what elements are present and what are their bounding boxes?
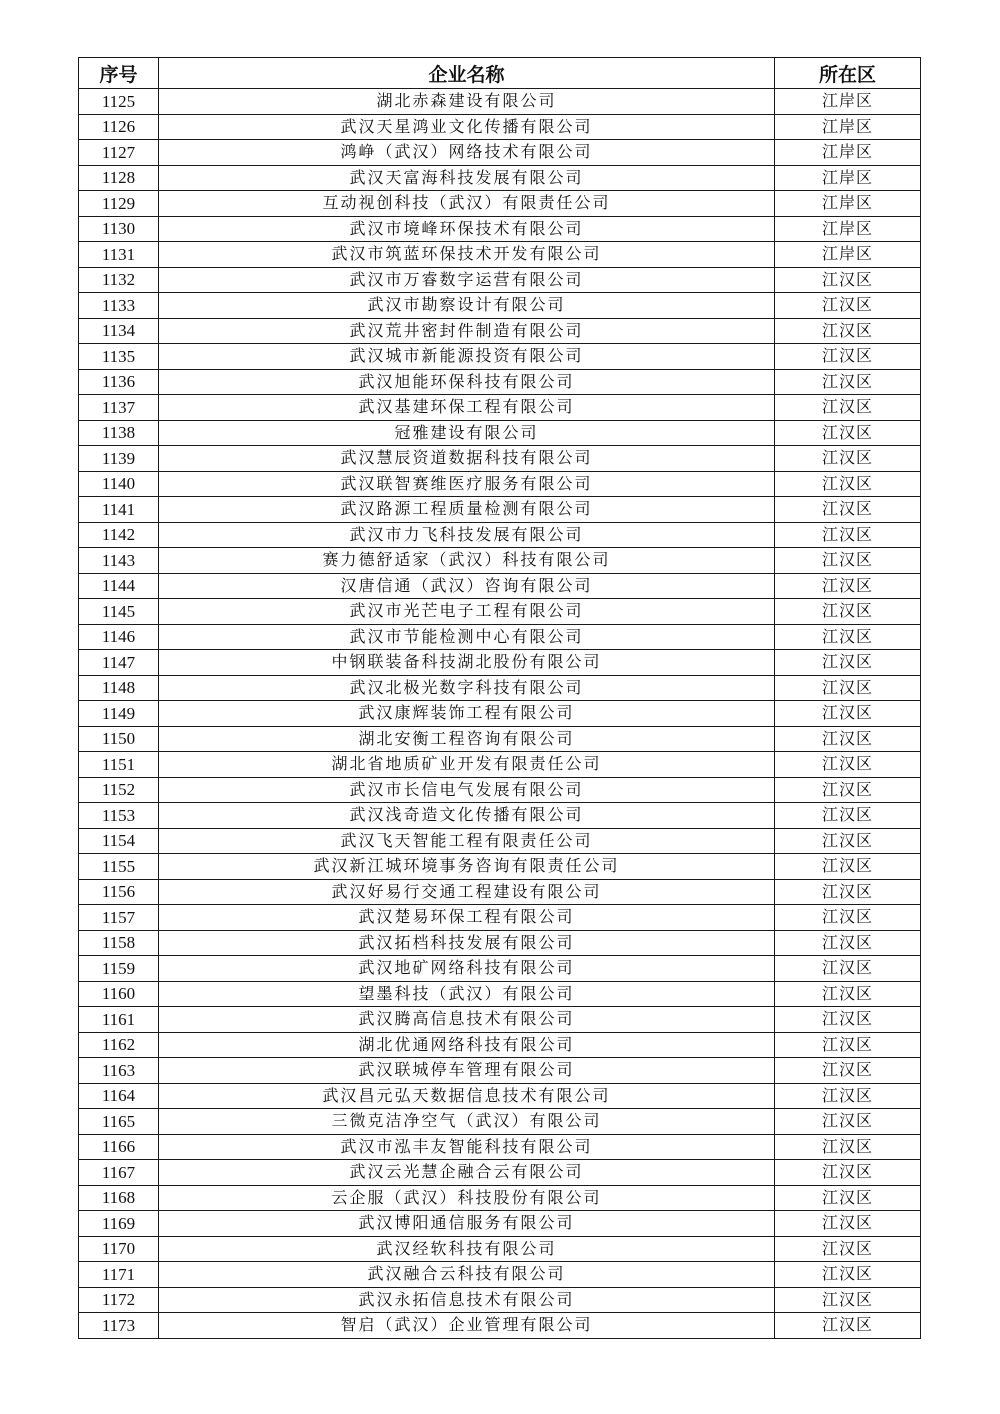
- serial-number-cell: 1149: [79, 701, 159, 727]
- company-name-cell: 智启（武汉）企业管理有限公司: [159, 1313, 775, 1339]
- company-name-cell: 鸿峥（武汉）网络技术有限公司: [159, 140, 775, 166]
- table-row: [79, 1185, 921, 1211]
- company-name-cell: 武汉融合云科技有限公司: [159, 1262, 775, 1288]
- serial-number-cell: 1141: [79, 497, 159, 523]
- table-row: [79, 1236, 921, 1262]
- company-name-cell: 武汉博阳通信服务有限公司: [159, 1211, 775, 1237]
- table-row: [79, 1287, 921, 1313]
- table-row: [79, 803, 921, 829]
- district-cell: 江岸区: [775, 140, 921, 166]
- company-name-cell: 汉唐信通（武汉）咨询有限公司: [159, 573, 775, 599]
- table-row: [79, 471, 921, 497]
- serial-number-cell: 1148: [79, 675, 159, 701]
- district-cell: 江汉区: [775, 726, 921, 752]
- district-cell: 江汉区: [775, 497, 921, 523]
- table-row: [79, 548, 921, 574]
- district-cell: 江汉区: [775, 599, 921, 625]
- district-cell: 江汉区: [775, 446, 921, 472]
- serial-number-cell: 1147: [79, 650, 159, 676]
- serial-number-cell: 1156: [79, 879, 159, 905]
- company-name-cell: 武汉天星鸿业文化传播有限公司: [159, 114, 775, 140]
- table-row: [79, 1211, 921, 1237]
- district-cell: 江汉区: [775, 1236, 921, 1262]
- serial-number-cell: 1150: [79, 726, 159, 752]
- table-row: [79, 777, 921, 803]
- serial-number-cell: 1158: [79, 930, 159, 956]
- company-name-cell: 武汉市长信电气发展有限公司: [159, 777, 775, 803]
- serial-number-cell: 1139: [79, 446, 159, 472]
- table-row: [79, 879, 921, 905]
- district-cell: 江汉区: [775, 956, 921, 982]
- district-cell: 江汉区: [775, 879, 921, 905]
- district-cell: 江汉区: [775, 777, 921, 803]
- serial-number-cell: 1154: [79, 828, 159, 854]
- table-row: [79, 956, 921, 982]
- table-row: [79, 1007, 921, 1033]
- district-cell: 江汉区: [775, 1083, 921, 1109]
- serial-number-cell: 1164: [79, 1083, 159, 1109]
- serial-number-cell: 1135: [79, 344, 159, 370]
- company-name-cell: 武汉地矿网络科技有限公司: [159, 956, 775, 982]
- district-cell: 江汉区: [775, 1058, 921, 1084]
- table-row: [79, 1134, 921, 1160]
- company-name-cell: 赛力德舒适家（武汉）科技有限公司: [159, 548, 775, 574]
- company-name-cell: 云企服（武汉）科技股份有限公司: [159, 1185, 775, 1211]
- district-cell: 江汉区: [775, 1211, 921, 1237]
- table-row: [79, 420, 921, 446]
- district-cell: 江汉区: [775, 650, 921, 676]
- serial-number-cell: 1142: [79, 522, 159, 548]
- serial-number-cell: 1131: [79, 242, 159, 268]
- company-name-cell: 武汉市节能检测中心有限公司: [159, 624, 775, 650]
- company-name-cell: 武汉拓档科技发展有限公司: [159, 930, 775, 956]
- serial-number-cell: 1155: [79, 854, 159, 880]
- district-cell: 江汉区: [775, 854, 921, 880]
- company-name-cell: 武汉北极光数字科技有限公司: [159, 675, 775, 701]
- district-cell: 江汉区: [775, 548, 921, 574]
- table-row: [79, 854, 921, 880]
- table-body: [79, 89, 921, 1339]
- company-name-cell: 武汉市筑蓝环保技术开发有限公司: [159, 242, 775, 268]
- company-name-cell: 武汉市勘察设计有限公司: [159, 293, 775, 319]
- serial-number-cell: 1132: [79, 267, 159, 293]
- table-row: [79, 318, 921, 344]
- table-row: [79, 599, 921, 625]
- district-cell: 江汉区: [775, 828, 921, 854]
- district-cell: 江岸区: [775, 165, 921, 191]
- company-name-cell: 武汉昌元弘天数据信息技术有限公司: [159, 1083, 775, 1109]
- district-cell: 江岸区: [775, 114, 921, 140]
- company-name-cell: 武汉旭能环保科技有限公司: [159, 369, 775, 395]
- serial-number-cell: 1170: [79, 1236, 159, 1262]
- header-row: [79, 58, 921, 89]
- table-header: [79, 58, 921, 89]
- serial-number-cell: 1171: [79, 1262, 159, 1288]
- district-cell: 江汉区: [775, 1185, 921, 1211]
- serial-number-cell: 1130: [79, 216, 159, 242]
- table-row: [79, 267, 921, 293]
- district-cell: 江岸区: [775, 242, 921, 268]
- serial-number-cell: 1137: [79, 395, 159, 421]
- table-row: [79, 752, 921, 778]
- table-row: [79, 242, 921, 268]
- table-row: [79, 216, 921, 242]
- company-name-cell: 武汉新江城环境事务咨询有限责任公司: [159, 854, 775, 880]
- district-cell: 江汉区: [775, 344, 921, 370]
- table-row: [79, 726, 921, 752]
- table-row: [79, 395, 921, 421]
- company-name-cell: 武汉路源工程质量检测有限公司: [159, 497, 775, 523]
- company-name-cell: 武汉市光芒电子工程有限公司: [159, 599, 775, 625]
- company-name-cell: 武汉市泓丰友智能科技有限公司: [159, 1134, 775, 1160]
- table-row: [79, 89, 921, 115]
- district-cell: 江汉区: [775, 1109, 921, 1135]
- header-serial-number: 序号: [79, 58, 159, 89]
- table-row: [79, 573, 921, 599]
- district-cell: 江汉区: [775, 1032, 921, 1058]
- company-name-cell: 武汉康辉装饰工程有限公司: [159, 701, 775, 727]
- company-name-cell: 武汉腾高信息技术有限公司: [159, 1007, 775, 1033]
- table-row: [79, 344, 921, 370]
- company-name-cell: 武汉城市新能源投资有限公司: [159, 344, 775, 370]
- district-cell: 江汉区: [775, 293, 921, 319]
- serial-number-cell: 1125: [79, 89, 159, 115]
- district-cell: 江汉区: [775, 701, 921, 727]
- table-row: [79, 369, 921, 395]
- table-row: [79, 1058, 921, 1084]
- serial-number-cell: 1168: [79, 1185, 159, 1211]
- serial-number-cell: 1153: [79, 803, 159, 829]
- district-cell: 江岸区: [775, 191, 921, 217]
- table-row: [79, 675, 921, 701]
- serial-number-cell: 1165: [79, 1109, 159, 1135]
- table-row: [79, 828, 921, 854]
- company-name-cell: 武汉市力飞科技发展有限公司: [159, 522, 775, 548]
- company-name-cell: 武汉飞天智能工程有限责任公司: [159, 828, 775, 854]
- serial-number-cell: 1159: [79, 956, 159, 982]
- table-row: [79, 981, 921, 1007]
- serial-number-cell: 1151: [79, 752, 159, 778]
- company-name-cell: 武汉永拓信息技术有限公司: [159, 1287, 775, 1313]
- company-name-cell: 武汉云光慧企融合云有限公司: [159, 1160, 775, 1186]
- table-row: [79, 650, 921, 676]
- serial-number-cell: 1160: [79, 981, 159, 1007]
- header-district: 所在区: [775, 58, 921, 89]
- company-name-cell: 武汉联城停车管理有限公司: [159, 1058, 775, 1084]
- company-name-cell: 湖北安衡工程咨询有限公司: [159, 726, 775, 752]
- serial-number-cell: 1126: [79, 114, 159, 140]
- district-cell: 江汉区: [775, 1262, 921, 1288]
- company-name-cell: 湖北优通网络科技有限公司: [159, 1032, 775, 1058]
- company-name-cell: 中钢联装备科技湖北股份有限公司: [159, 650, 775, 676]
- serial-number-cell: 1145: [79, 599, 159, 625]
- district-cell: 江汉区: [775, 369, 921, 395]
- serial-number-cell: 1152: [79, 777, 159, 803]
- district-cell: 江汉区: [775, 420, 921, 446]
- serial-number-cell: 1128: [79, 165, 159, 191]
- table-row: [79, 191, 921, 217]
- serial-number-cell: 1133: [79, 293, 159, 319]
- table-row: [79, 114, 921, 140]
- district-cell: 江汉区: [775, 471, 921, 497]
- company-name-cell: 冠雅建设有限公司: [159, 420, 775, 446]
- district-cell: 江汉区: [775, 1134, 921, 1160]
- serial-number-cell: 1162: [79, 1032, 159, 1058]
- district-cell: 江汉区: [775, 905, 921, 931]
- table-row: [79, 701, 921, 727]
- district-cell: 江汉区: [775, 981, 921, 1007]
- table-row: [79, 165, 921, 191]
- district-cell: 江岸区: [775, 89, 921, 115]
- table-row: [79, 905, 921, 931]
- table-row: [79, 930, 921, 956]
- serial-number-cell: 1144: [79, 573, 159, 599]
- serial-number-cell: 1167: [79, 1160, 159, 1186]
- table-row: [79, 497, 921, 523]
- company-name-cell: 望墨科技（武汉）有限公司: [159, 981, 775, 1007]
- company-name-cell: 武汉经软科技有限公司: [159, 1236, 775, 1262]
- serial-number-cell: 1172: [79, 1287, 159, 1313]
- serial-number-cell: 1138: [79, 420, 159, 446]
- company-name-cell: 武汉楚易环保工程有限公司: [159, 905, 775, 931]
- company-name-cell: 武汉市境峰环保技术有限公司: [159, 216, 775, 242]
- serial-number-cell: 1140: [79, 471, 159, 497]
- company-name-cell: 武汉慧辰资道数据科技有限公司: [159, 446, 775, 472]
- serial-number-cell: 1161: [79, 1007, 159, 1033]
- serial-number-cell: 1129: [79, 191, 159, 217]
- serial-number-cell: 1157: [79, 905, 159, 931]
- table-row: [79, 1262, 921, 1288]
- table-row: [79, 1083, 921, 1109]
- table-row: [79, 1160, 921, 1186]
- serial-number-cell: 1169: [79, 1211, 159, 1237]
- company-name-cell: 武汉浅奇造文化传播有限公司: [159, 803, 775, 829]
- district-cell: 江汉区: [775, 267, 921, 293]
- company-name-cell: 武汉好易行交通工程建设有限公司: [159, 879, 775, 905]
- serial-number-cell: 1134: [79, 318, 159, 344]
- company-name-cell: 湖北省地质矿业开发有限责任公司: [159, 752, 775, 778]
- district-cell: 江汉区: [775, 1007, 921, 1033]
- table-row: [79, 140, 921, 166]
- serial-number-cell: 1173: [79, 1313, 159, 1339]
- district-cell: 江岸区: [775, 216, 921, 242]
- table-row: [79, 446, 921, 472]
- table-row: [79, 1109, 921, 1135]
- company-name-cell: 互动视创科技（武汉）有限责任公司: [159, 191, 775, 217]
- table-row: [79, 1032, 921, 1058]
- district-cell: 江汉区: [775, 1313, 921, 1339]
- table-row: [79, 522, 921, 548]
- company-name-cell: 湖北赤森建设有限公司: [159, 89, 775, 115]
- company-name-cell: 武汉基建环保工程有限公司: [159, 395, 775, 421]
- company-name-cell: 武汉荒井密封件制造有限公司: [159, 318, 775, 344]
- district-cell: 江汉区: [775, 1287, 921, 1313]
- serial-number-cell: 1166: [79, 1134, 159, 1160]
- company-name-cell: 武汉天富海科技发展有限公司: [159, 165, 775, 191]
- table-row: [79, 1313, 921, 1339]
- enterprise-list-table: [78, 57, 921, 1339]
- district-cell: 江汉区: [775, 752, 921, 778]
- table-row: [79, 624, 921, 650]
- serial-number-cell: 1163: [79, 1058, 159, 1084]
- district-cell: 江汉区: [775, 930, 921, 956]
- serial-number-cell: 1136: [79, 369, 159, 395]
- company-name-cell: 武汉市万睿数字运营有限公司: [159, 267, 775, 293]
- district-cell: 江汉区: [775, 573, 921, 599]
- district-cell: 江汉区: [775, 624, 921, 650]
- header-company-name: 企业名称: [159, 58, 775, 89]
- serial-number-cell: 1127: [79, 140, 159, 166]
- district-cell: 江汉区: [775, 675, 921, 701]
- table-row: [79, 293, 921, 319]
- district-cell: 江汉区: [775, 522, 921, 548]
- company-name-cell: 武汉联智赛维医疗服务有限公司: [159, 471, 775, 497]
- district-cell: 江汉区: [775, 395, 921, 421]
- district-cell: 江汉区: [775, 1160, 921, 1186]
- company-name-cell: 三微克洁净空气（武汉）有限公司: [159, 1109, 775, 1135]
- serial-number-cell: 1146: [79, 624, 159, 650]
- district-cell: 江汉区: [775, 803, 921, 829]
- district-cell: 江汉区: [775, 318, 921, 344]
- serial-number-cell: 1143: [79, 548, 159, 574]
